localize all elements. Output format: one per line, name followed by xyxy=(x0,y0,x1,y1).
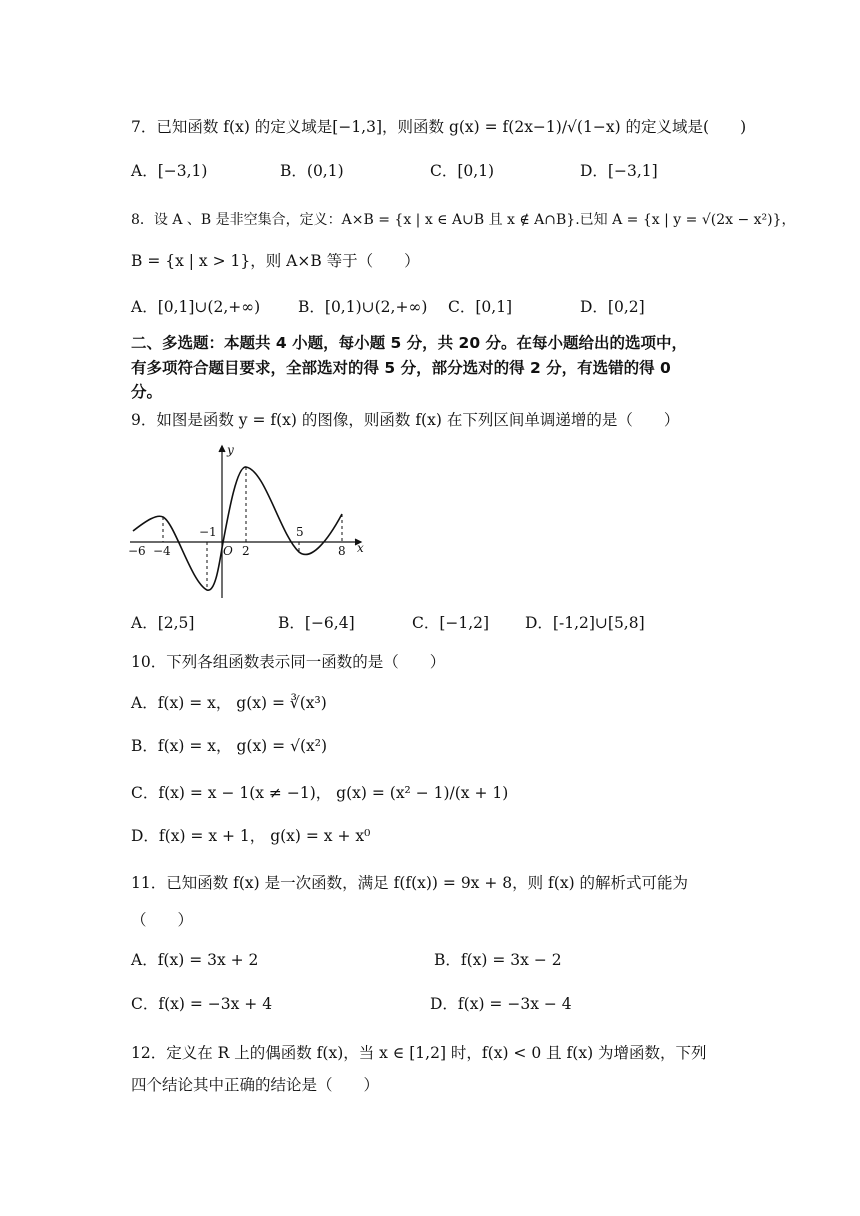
q9-option-a: A．[2,5] xyxy=(131,614,195,632)
q7-option-b: B．(0,1) xyxy=(280,162,344,180)
q8-stem-line1: 8．设 A 、B 是非空集合，定义：A×B = {x | x ∈ A∪B 且 x ∉ A∩B}.已知 A = {x | y = √(2x − x²)}， xyxy=(131,212,796,228)
q10-option-d: D．f(x) = x + 1， g(x) = x + x⁰ xyxy=(131,827,371,845)
q10-stem: 10．下列各组函数表示同一函数的是（ ） xyxy=(131,653,446,671)
graph-origin-label: O xyxy=(223,544,233,558)
graph-tick-neg1: −1 xyxy=(199,525,217,539)
q7-option-a: A．[−3,1) xyxy=(131,162,208,180)
graph-tick-2: 2 xyxy=(242,544,250,558)
q11-stem-line2: （ ） xyxy=(131,911,194,929)
q10-option-c: C．f(x) = x − 1(x ≠ −1)， g(x) = (x² − 1)/(x + 1) xyxy=(131,784,509,802)
q8-option-a: A．[0,1]∪(2,+∞) xyxy=(131,298,261,316)
q11-stem-line1: 11．已知函数 f(x) 是一次函数，满足 f(f(x)) = 9x + 8，则 f(x) 的解析式可能为 xyxy=(131,874,689,892)
q11-option-a: A．f(x) = 3x + 2 xyxy=(131,951,259,969)
q10-option-a: A．f(x) = x， g(x) = ∛(x³) xyxy=(131,694,327,712)
q9-stem: 9．如图是函数 y = f(x) 的图像，则函数 f(x) 在下列区间单调递增的是（ ） xyxy=(131,411,680,429)
q8-stem-line2: B = {x | x > 1}，则 A×B 等于（ ） xyxy=(131,252,420,270)
graph-tick-8: 8 xyxy=(338,544,346,558)
q7-option-c: C．[0,1) xyxy=(430,162,495,180)
q8-option-d: D．[0,2] xyxy=(580,298,645,316)
graph-tick-neg6: −6 xyxy=(128,544,146,558)
q8-option-c: C．[0,1] xyxy=(448,298,513,316)
q7-option-d: D．[−3,1] xyxy=(580,162,658,180)
q7-stem: 7．已知函数 f(x) 的定义域是[−1,3]，则函数 g(x) = f(2x−1)/√(1−x) 的定义域是( ) xyxy=(131,118,747,136)
q11-option-c: C．f(x) = −3x + 4 xyxy=(131,995,273,1013)
q11-option-b: B．f(x) = 3x − 2 xyxy=(434,951,562,969)
q12-stem-line1: 12．定义在 R 上的偶函数 f(x)，当 x ∈ [1,2] 时，f(x) < 0 且 f(x) 为增函数，下列 xyxy=(131,1044,707,1062)
q10-option-b: B．f(x) = x， g(x) = √(x²) xyxy=(131,737,327,755)
q9-function-graph xyxy=(125,440,375,605)
q11-option-d: D．f(x) = −3x − 4 xyxy=(430,995,572,1013)
q9-option-d: D．[-1,2]∪[5,8] xyxy=(525,614,645,632)
section2-heading-line3: 分。 xyxy=(131,383,163,401)
graph-tick-5: 5 xyxy=(296,525,304,539)
q12-stem-line2: 四个结论其中正确的结论是（ ） xyxy=(131,1076,380,1094)
graph-tick-neg4: −4 xyxy=(153,544,171,558)
section2-heading-line2: 有多项符合题目要求，全部选对的得 5 分，部分选对的得 2 分，有选错的得 0 xyxy=(131,359,671,377)
section2-heading-line1: 二、多选题：本题共 4 小题，每小题 5 分，共 20 分。在每小题给出的选项中， xyxy=(131,334,688,352)
q8-option-b: B．[0,1)∪(2,+∞) xyxy=(298,298,428,316)
q9-option-b: B．[−6,4] xyxy=(278,614,355,632)
graph-y-label: y xyxy=(227,443,234,457)
q9-option-c: C．[−1,2] xyxy=(412,614,490,632)
graph-x-label: x xyxy=(357,541,364,555)
